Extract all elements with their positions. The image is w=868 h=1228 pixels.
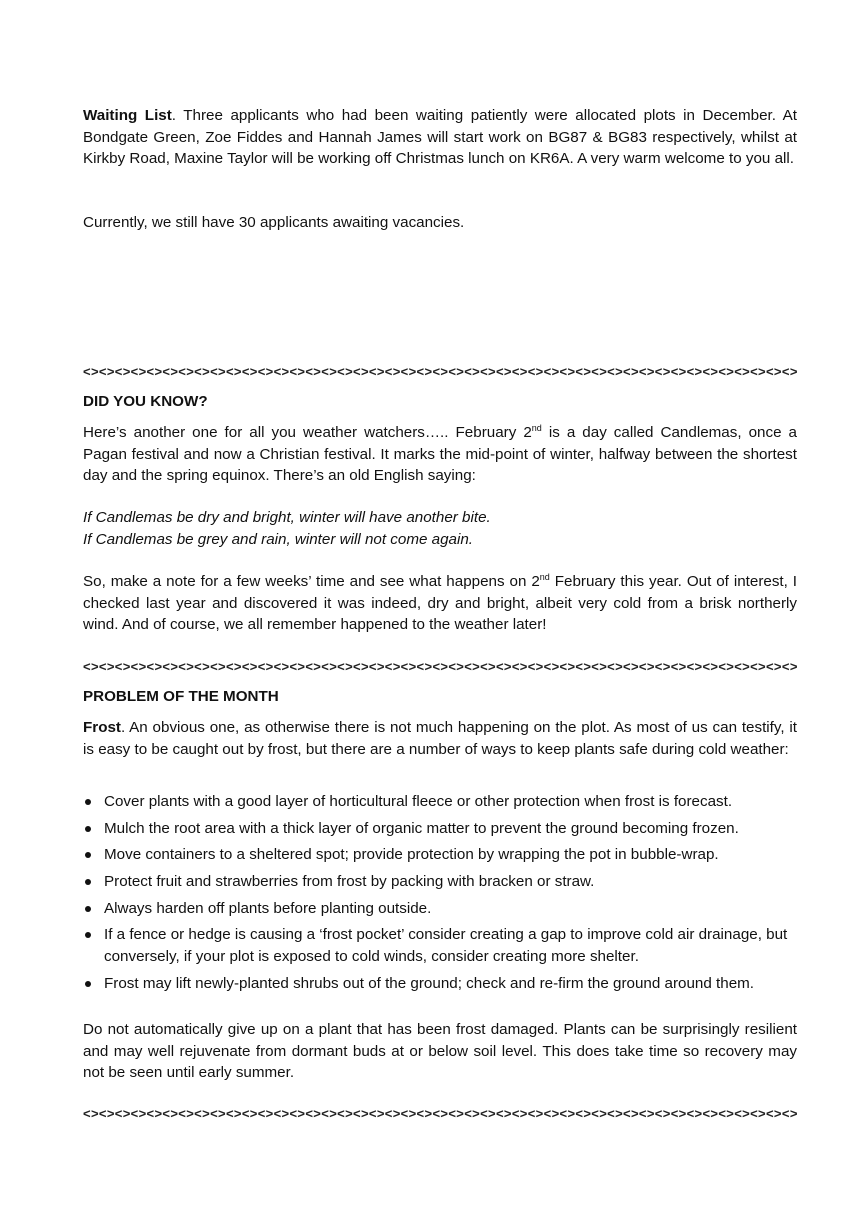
list-item <box>83 791 797 813</box>
did-you-know-heading: DID YOU KNOW? <box>83 393 208 410</box>
saying-line-2: If Candlemas be grey and rain, winter will not come again. <box>83 531 474 548</box>
saying-line-1: If Candlemas be dry and bright, winter will have another bite. <box>83 509 491 526</box>
tip-text: Protect fruit and strawberries from frost by packing with bracken or straw. <box>104 873 595 891</box>
tip-text: Mulch the root area with a thick layer of organic matter to prevent the ground becoming frozen. <box>104 819 739 837</box>
list-item <box>83 844 797 866</box>
bullet-icon <box>85 799 91 805</box>
note-text-a: So, make a note for a few weeks’ time and see what happens on 2 <box>83 573 540 590</box>
did-you-know-intro <box>83 422 797 487</box>
bullet-icon <box>85 932 91 938</box>
bullet-icon <box>85 906 91 912</box>
list-item <box>83 973 797 995</box>
waiting-list-title: Waiting List <box>83 107 172 124</box>
waiting-list-paragraph <box>83 105 797 170</box>
intro-text-b: is a day called Candlemas, once a Pagan festival and now a Christian festival. It marks the mid-point of winter, halfway between the shortest day and the spring equinox. There’s an old English saying: <box>83 424 797 484</box>
section-divider: <><><><><><><><><><><><><><><><><><><><><><><><><><><><><><><><><><><><><><><><><><><><><> <box>83 659 798 674</box>
problem-lead: Frost <box>83 719 121 736</box>
bullet-icon <box>85 826 91 832</box>
problem-intro-text: . An obvious one, as otherwise there is not much happening on the plot. As most of us can testify, it is easy to be caught out by frost, but there are a number of ways to keep plants safe during cold weather: <box>83 719 797 758</box>
section-divider: <><><><><><><><><><><><><><><><><><><><><><><><><><><><><><><><><><><><><><><><><><><><><> <box>83 1106 798 1121</box>
tip-text: Cover plants with a good layer of horticultural fleece or other protection when frost is forecast. <box>104 793 733 810</box>
section-divider: <><><><><><><><><><><><><><><><><><><><><><><><><><><><><><><><><><><><><><><><><><><><><> <box>83 364 798 379</box>
list-item <box>83 898 797 920</box>
note-ordinal: nd <box>539 571 550 582</box>
frost-tips-list <box>83 791 797 999</box>
problem-closing: Do not automatically give up on a plant that has been frost damaged. Plants can be surprisingly resilient and may well rejuvenate from dormant buds at or below soil level. This does take time so recovery may not be seen until early summer. <box>83 1021 797 1081</box>
waiting-list-body: . Three applicants who had been waiting patiently were allocated plots in December. At Bondgate Green, Zoe Fiddes and Hannah James will start work on BG87 & BG83 respectively, whilst at Kirkby Road, Maxine Taylor will be working off Christmas lunch on KR6A. A very warm welcome to you all. <box>83 107 797 167</box>
tip-text: Frost may lift newly-planted shrubs out of the ground; check and re-firm the ground around them. <box>104 974 755 992</box>
tip-text: Move containers to a sheltered spot; provide protection by wrapping the pot in bubble-wrap. <box>104 846 719 864</box>
waiting-list-status: Currently, we still have 30 applicants awaiting vacancies. <box>83 214 465 231</box>
tip-text: Always harden off plants before planting outside. <box>104 899 432 917</box>
intro-ordinal: nd <box>531 422 542 433</box>
bullet-icon <box>85 852 91 858</box>
list-item <box>83 871 797 893</box>
tip-text: If a fence or hedge is causing a ‘frost pocket’ consider creating a gap to improve cold air drainage, but conversely, if your plot is exposed to cold winds, consider creating more shelter. <box>104 926 788 965</box>
problem-heading: PROBLEM OF THE MONTH <box>83 688 279 705</box>
note-text-b: February this year. Out of interest, I checked last year and discovered it was indeed, dry and bright, albeit very cold from a brisk northerly wind. And of course, we all remember happened to the weather later! <box>83 573 797 633</box>
list-item <box>83 924 797 967</box>
list-item <box>83 818 797 840</box>
bullet-icon <box>85 981 91 987</box>
intro-text-a: Here’s another one for all you weather watchers….. February 2 <box>83 424 532 441</box>
bullet-icon <box>85 879 91 885</box>
did-you-know-note <box>83 571 797 636</box>
problem-intro <box>83 717 797 760</box>
